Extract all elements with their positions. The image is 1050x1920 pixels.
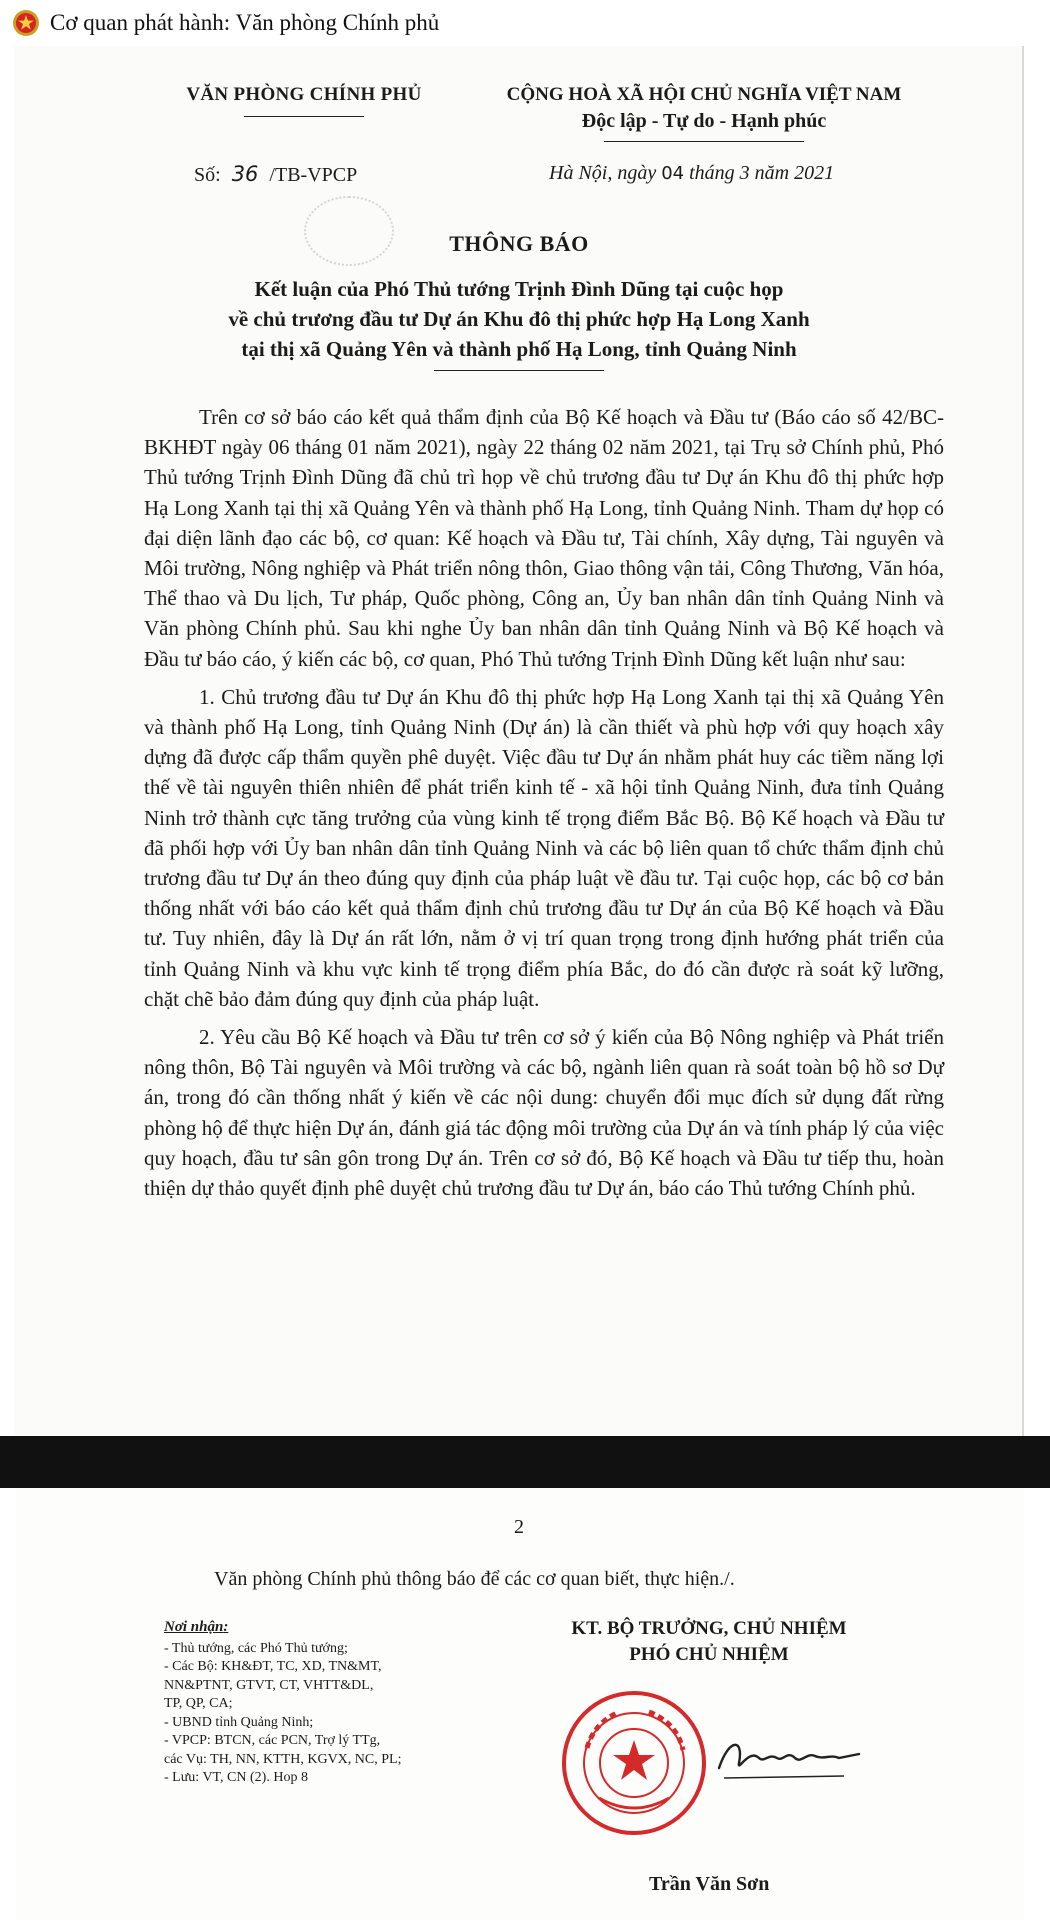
recipient-item: - Thủ tướng, các Phó Thủ tướng; [164, 1640, 348, 1656]
closing-statement: Văn phòng Chính phủ thông báo để các cơ quan biết, thực hiện./. [214, 1568, 735, 1590]
recipient-item: - VPCP: BTCN, các PCN, Trợ lý TTg, [164, 1733, 381, 1748]
document-body [144, 402, 944, 1211]
subject-line: tại thị xã Quảng Yên và thành phố Hạ Long, tỉnh Quảng Ninh [241, 337, 797, 361]
sign-deputy-title: PHÓ CHỦ NHIỆM [629, 1644, 789, 1665]
red-official-seal-icon [559, 1688, 709, 1838]
recipients-title-text: Nơi nhận [164, 1619, 224, 1635]
body-paragraph: 1. Chủ trương đầu tư Dự án Khu đô thị phức hợp Hạ Long Xanh tại thị xã Quảng Yên và thành phố Hạ Long, tỉnh Quảng Ninh (Dự án) là cần thiết và phù hợp với quy hoạch xây dựng đã được cấp thẩm quyền phê duyệt. Việc đầu tư Dự án nhằm phát huy các tiềm năng lợi thế về tài nguyên thiên nhiên để phát triển kinh tế - xã hội tỉnh Quảng Ninh, đưa tỉnh Quảng Ninh trở thành cực tăng trưởng của vùng kinh tế trọng điểm Bắc Bộ. Bộ Kế hoạch và Đầu tư đã phối hợp với Ủy ban nhân dân tỉnh Quảng Ninh và các bộ liên quan tổ chức thẩm định chủ trương đầu tư Dự án theo đúng quy định của pháp luật về đầu tư. Tại cuộc họp, các bộ cơ bản thống nhất với báo cáo kết quả thẩm định chủ trương đầu tư Dự án của Bộ Kế hoạch và Đầu tư. Tuy nhiên, đây là Dự án rất lớn, nằm ở vị trí quan trọng trong định hướng phát triển của tỉnh Quảng Ninh và khu vực kinh tế trọng điểm phía Bắc, do đó cần được rà soát kỹ lưỡng, chặt chẽ bảo đảm đúng quy định của pháp luật. [144, 684, 944, 1011]
document-page-2 [14, 1488, 1024, 1920]
agency-header [179, 84, 429, 117]
place-and-date [549, 162, 834, 185]
recipients-list [164, 1618, 524, 1788]
recipient-item: TP, QP, CA; [164, 1696, 233, 1711]
signer-name: Trần Văn Sơn [649, 1873, 770, 1895]
agency-underline [244, 116, 364, 117]
document-number [194, 162, 357, 187]
recipient-item: - Lưu: VT, CN (2). Hop 8 [164, 1770, 308, 1785]
issuer-label: Cơ quan phát hành: Văn phòng Chính phủ [50, 10, 440, 35]
page-separator [0, 1436, 1050, 1488]
national-emblem-icon [12, 9, 40, 37]
document-type-heading: THÔNG BÁO [449, 231, 589, 256]
doc-no-suffix: /TB-VPCP [269, 164, 358, 186]
doc-no-handwritten: 36 [231, 162, 259, 186]
sign-title: KT. BỘ TRƯỞNG, CHỦ NHIỆM [571, 1618, 847, 1639]
document-page-1 [14, 46, 1024, 1436]
country-name: CỘNG HOÀ XÃ HỘI CHỦ NGHĨA VIỆT NAM [506, 84, 902, 105]
page-number: 2 [514, 1516, 524, 1538]
motto-underline [604, 141, 804, 142]
subject-line: về chủ trương đầu tư Dự án Khu đô thị phức hợp Hạ Long Xanh [228, 307, 810, 331]
subject-line: Kết luận của Phó Thủ tướng Trịnh Đình Dũng tại cuộc họp [254, 277, 784, 301]
handwritten-signature-icon [709, 1728, 869, 1788]
national-header [454, 84, 954, 142]
place-date-prefix: Hà Nội, ngày [549, 162, 657, 184]
agency-name: VĂN PHÒNG CHÍNH PHỦ [186, 84, 422, 105]
national-motto: Độc lập - Tự do - Hạnh phúc [581, 110, 827, 132]
doc-no-prefix: Số: [194, 164, 221, 186]
place-date-suffix: tháng 3 năm 2021 [689, 162, 835, 184]
recipient-item: các Vụ: TH, NN, KTTH, KGVX, NC, PL; [164, 1751, 402, 1767]
recipient-item: NN&PTNT, GTVT, CT, VHTT&DL, [164, 1677, 374, 1693]
body-paragraph: Trên cơ sở báo cáo kết quả thẩm định của Bộ Kế hoạch và Đầu tư (Báo cáo số 42/BC-BKHĐT ngày 06 tháng 01 năm 2021), ngày 22 tháng 02 năm 2021, tại Trụ sở Chính phủ, Phó Thủ tướng Trịnh Đình Dũng đã chủ trì họp về chủ trương đầu tư Dự án Khu đô thị phức hợp Hạ Long Xanh tại thị xã Quảng Yên và thành phố Hạ Long, tỉnh Quảng Ninh. Tham dự họp có đại diện lãnh đạo các bộ, cơ quan: Kế hoạch và Đầu tư, Tài chính, Xây dựng, Tài nguyên và Môi trường, Nông nghiệp và Phát triển nông thôn, Giao thông vận tải, Công Thương, Văn hóa, Thể thao và Du lịch, Tư pháp, Quốc phòng, Công an, Ủy ban nhân dân tỉnh Quảng Ninh và Văn phòng Chính phủ. Sau khi nghe Ủy ban nhân dân tỉnh Quảng Ninh và Bộ Kế hoạch và Đầu tư báo cáo, ý kiến các bộ, cơ quan, Phó Thủ tướng Trịnh Đình Dũng kết luận như sau: [144, 405, 944, 671]
body-paragraph: 2. Yêu cầu Bộ Kế hoạch và Đầu tư trên cơ sở ý kiến của Bộ Nông nghiệp và Phát triển nông thôn, Bộ Tài nguyên và Môi trường và các bộ, ngành liên quan rà soát toàn bộ hồ sơ Dự án, trong đó cần thống nhất ý kiến về các nội dung: chuyển đổi mục đích sử dụng đất rừng phòng hộ để thực hiện Dự án, đánh giá tác động môi trường của Dự án và tính pháp lý của việc quy hoạch, đầu tư sân gôn trong Dự án. Trên cơ sở đó, Bộ Kế hoạch và Đầu tư tiếp thu, hoàn thiện dự thảo quyết định phê duyệt chủ trương đầu tư Dự án, báo cáo Thủ tướng Chính phủ. [144, 1025, 944, 1201]
issuer-bar [0, 0, 1050, 46]
recipient-item: - Các Bộ: KH&ĐT, TC, XD, TN&MT, [164, 1659, 382, 1674]
document-subject [14, 274, 1024, 371]
recipient-item: - UBND tỉnh Quảng Ninh; [164, 1714, 314, 1730]
subject-underline [434, 370, 604, 371]
recipients-title: Nơi nhận: [164, 1619, 229, 1635]
signature-block [554, 1618, 864, 1666]
place-date-day: 04 [661, 163, 685, 184]
